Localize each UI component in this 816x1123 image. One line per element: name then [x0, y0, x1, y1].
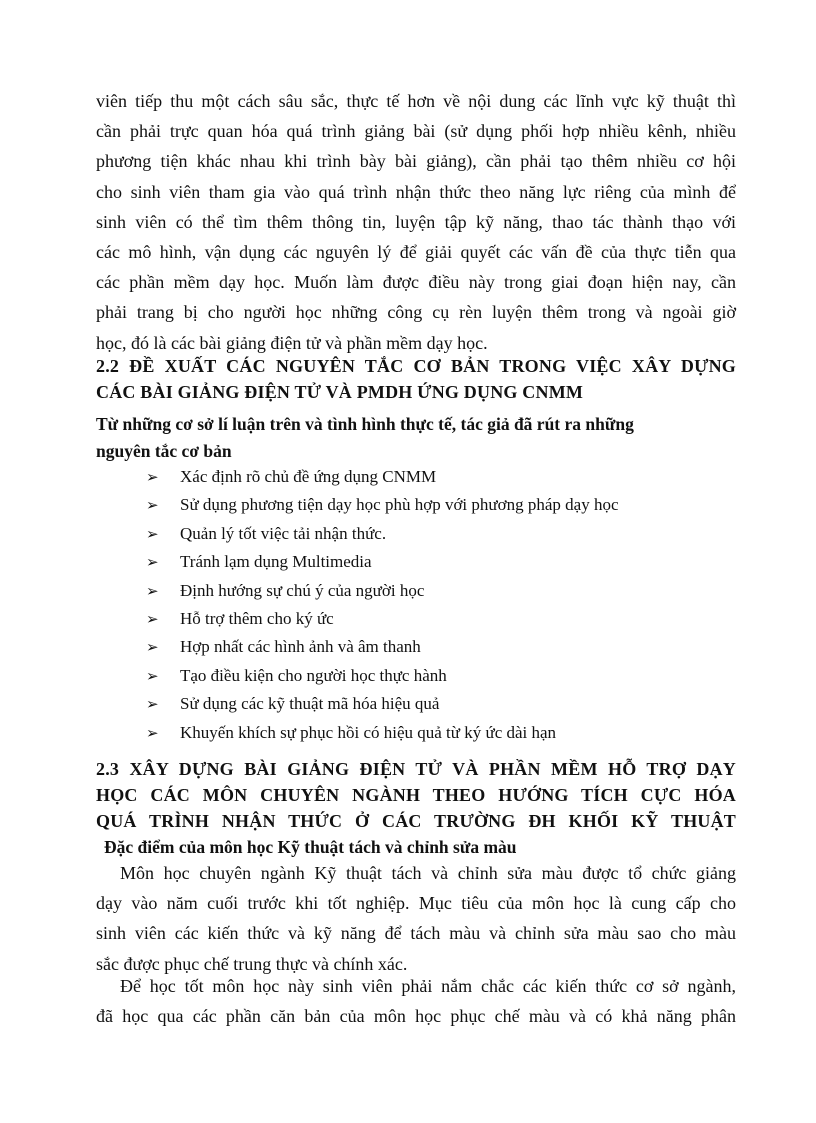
paragraph-line: sinh viên các kiến thức và kỹ năng để tách màu và chỉnh sửa màu sao cho màu: [96, 923, 736, 944]
arrow-bullet-icon: ➢: [146, 609, 159, 628]
heading-line: CÁC BÀI GIẢNG ĐIỆN TỬ VÀ PMDH ỨNG DỤNG CNMM: [96, 382, 584, 402]
arrow-bullet-icon: ➢: [146, 553, 159, 572]
subsection-heading: [104, 834, 744, 861]
arrow-bullet-icon: ➢: [146, 666, 159, 685]
list-item: [146, 662, 746, 690]
list-item-text: Tạo điều kiện cho người học thực hành: [180, 665, 447, 685]
arrow-bullet-icon: ➢: [146, 638, 159, 657]
list-item: [146, 520, 746, 548]
paragraph-line: sinh viên có thể tìm thêm thông tin, luyện tập kỹ năng, thao tác thành thạo với: [96, 211, 736, 232]
arrow-bullet-icon: ➢: [146, 723, 159, 742]
study-requirements-paragraph: [96, 971, 736, 1031]
arrow-bullet-icon: ➢: [146, 524, 159, 543]
list-item-text: Hợp nhất các hình ảnh và âm thanh: [180, 637, 421, 657]
arrow-bullet-icon: ➢: [146, 695, 159, 714]
list-item-text: Hỗ trợ thêm cho ký ức: [180, 608, 334, 628]
paragraph-line: Môn học chuyên ngành Kỹ thuật tách và chỉnh sửa màu được tổ chức giảng: [120, 863, 736, 883]
section-2-2-heading: [96, 353, 736, 405]
arrow-bullet-icon: ➢: [146, 468, 159, 486]
list-item: [146, 719, 746, 747]
list-item: [146, 690, 746, 718]
paragraph-line: học, đó là các bài giảng điện tử và phần mềm dạy học.: [96, 332, 488, 353]
heading-line: 2.2 ĐỀ XUẤT CÁC NGUYÊN TẮC CƠ BẢN TRONG VIỆC XÂY DỰNG: [96, 356, 736, 376]
heading-line: QUÁ TRÌNH NHẬN THỨC Ở CÁC TRƯỜNG ĐH KHỐI KỸ THUẬT: [96, 811, 736, 831]
paragraph-line: các phần mềm dạy học. Muốn làm được điều này trong giai đoạn hiện nay, cần: [96, 272, 736, 293]
list-item: [146, 463, 746, 491]
list-item-text: Định hướng sự chú ý của người học: [180, 580, 425, 600]
list-item: [146, 548, 746, 576]
intro-line: Từ những cơ sở lí luận trên và tình hình thực tế, tác giả đã rút ra những: [96, 414, 634, 434]
paragraph-line: các mô hình, vận dụng các nguyên lý để giải quyết các vấn đề của thực tiễn qua: [96, 241, 736, 262]
arrow-bullet-icon: ➢: [146, 581, 159, 600]
list-item-text: Sử dụng các kỹ thuật mã hóa hiệu quả: [180, 694, 440, 714]
arrow-bullet-icon: ➢: [146, 496, 159, 515]
list-item-text: Xác định rõ chủ đề ứng dụng CNMM: [180, 467, 437, 486]
principles-list: [146, 463, 746, 747]
list-item-text: Khuyến khích sự phục hồi có hiệu quả từ ký ức dài hạn: [180, 722, 557, 742]
paragraph-line: cần phải trực quan hóa quá trình giảng bài (sử dụng phối hợp nhiều kênh, nhiều: [96, 121, 736, 142]
section-2-2-intro: [96, 411, 736, 465]
list-item-text: Tránh lạm dụng Multimedia: [180, 552, 372, 572]
paragraph-line: phải trang bị cho người học những công cụ rèn luyện thêm trong và ngoài giờ: [96, 302, 736, 323]
intro-paragraph: [96, 86, 736, 358]
paragraph-line: dạy vào năm cuối trước khi tốt nghiệp. Mục tiêu của môn học là cung cấp cho: [96, 893, 736, 914]
heading-line: HỌC CÁC MÔN CHUYÊN NGÀNH THEO HƯỚNG TÍCH CỰC HÓA: [96, 785, 736, 805]
paragraph-line: viên tiếp thu một cách sâu sắc, thực tế hơn về nội dung các lĩnh vực kỹ thuật thì: [96, 91, 736, 111]
paragraph-line: phương tiện khác nhau khi trình bày bài giảng), cần phải tạo thêm nhiều cơ hội: [96, 151, 736, 172]
paragraph-line: đã học qua các phần căn bản của môn học phục chế màu và có khả năng phân: [96, 1006, 736, 1027]
paragraph-line: sắc được phục chế trung thực và chính xác.: [96, 953, 408, 974]
subheading-text: Đặc điểm của môn học Kỹ thuật tách và chỉnh sửa màu: [104, 837, 517, 857]
list-item: [146, 491, 746, 519]
heading-line: 2.3 XÂY DỰNG BÀI GIẢNG ĐIỆN TỬ VÀ PHẦN MỀM HỖ TRỢ DẠY: [96, 759, 736, 779]
list-item-text: Quản lý tốt việc tải nhận thức.: [180, 523, 387, 543]
list-item: [146, 633, 746, 661]
list-item: [146, 577, 746, 605]
course-description-paragraph: [96, 858, 736, 979]
intro-line: nguyên tắc cơ bản: [96, 441, 232, 461]
paragraph-line: cho sinh viên tham gia vào quá trình nhận thức theo năng lực riêng của mình để: [96, 181, 736, 202]
paragraph-line: Để học tốt môn học này sinh viên phải nắm chắc các kiến thức cơ sở ngành,: [120, 976, 736, 996]
list-item: [146, 605, 746, 633]
section-2-3-heading: [96, 756, 736, 834]
list-item-text: Sử dụng phương tiện dạy học phù hợp với phương pháp dạy học: [180, 495, 619, 515]
